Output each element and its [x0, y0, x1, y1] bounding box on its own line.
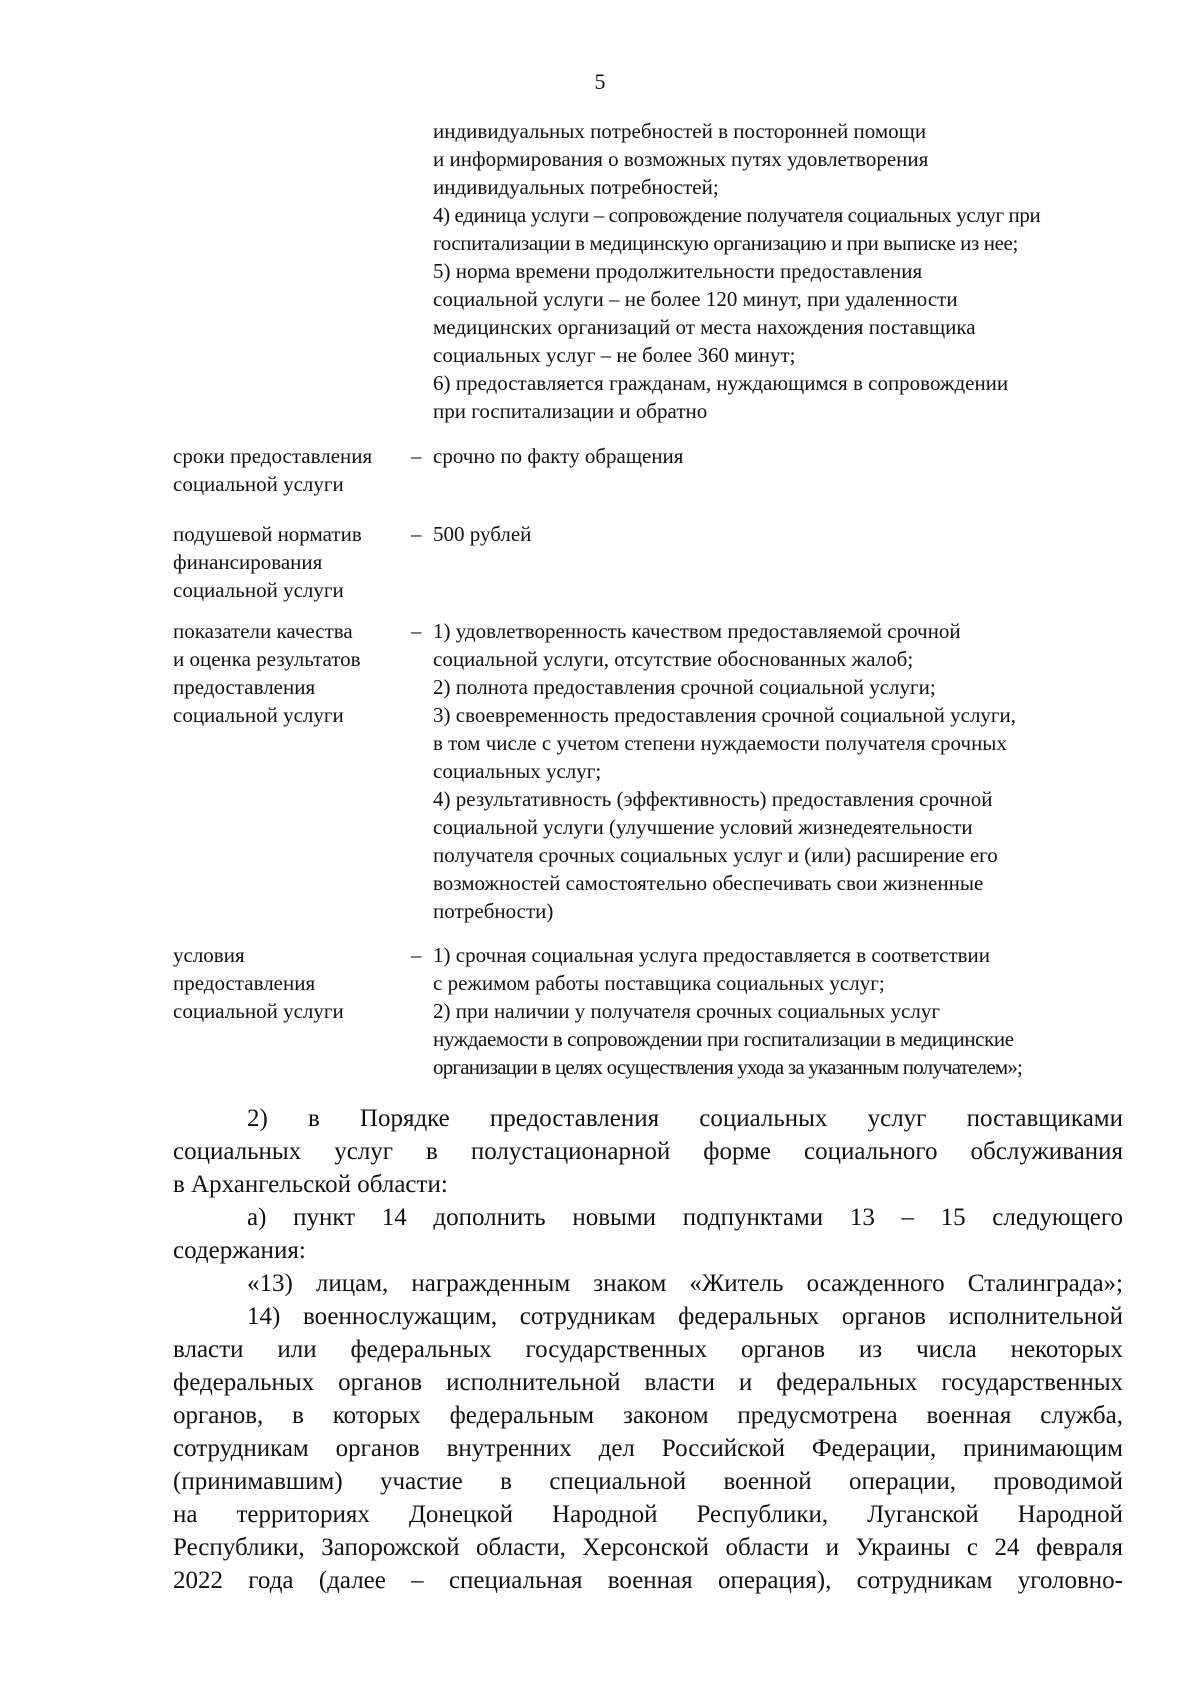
value-line: социальных услуг;	[433, 759, 602, 783]
label-line: сроки предоставления	[173, 444, 373, 468]
row-value	[433, 617, 1133, 925]
text-line: индивидуальных потребностей в посторонней помощи	[433, 119, 927, 143]
text-line: госпитализации в медицинскую организацию и при выписке из нее;	[433, 231, 1018, 255]
value-line: нуждаемости в сопровождении при госпитализации в медицинские	[433, 1027, 1014, 1051]
label-line: предоставления	[173, 675, 316, 699]
value-line: возможностей самостоятельно обеспечивать свои жизненные	[433, 871, 984, 895]
value-line: 1) срочная социальная услуга предоставляется в соответствии	[433, 943, 991, 967]
row-label	[173, 941, 403, 1025]
row-value	[433, 442, 1133, 470]
text-line: 6) предоставляется гражданам, нуждающимся в сопровождении	[433, 371, 1009, 395]
value-line: социальной услуги (улучшение условий жизнедеятельности	[433, 815, 973, 839]
row-value	[433, 520, 1133, 548]
value-line: организации в целях осуществления ухода за указанным получателем»;	[433, 1055, 1023, 1079]
label-line: финансирования	[173, 550, 323, 574]
row-dash: –	[411, 444, 422, 468]
body-text	[173, 1102, 1123, 1597]
value-line: социальной услуги, отсутствие обоснованных жалоб;	[433, 647, 914, 671]
paragraph-line: в Архангельской области:	[173, 1171, 448, 1198]
paragraph-line: сотрудникам органов внутренних дел Российской Федерации, принимающим	[173, 1435, 1123, 1462]
text-line: индивидуальных потребностей;	[433, 175, 719, 199]
row-label	[173, 617, 403, 729]
label-line: подушевой норматив	[173, 522, 362, 546]
label-line: показатели качества	[173, 619, 353, 643]
text-line: при госпитализации и обратно	[433, 399, 708, 423]
text-line: социальной услуги – не более 120 минут, при удаленности	[433, 287, 958, 311]
page-number: 5	[594, 69, 606, 94]
paragraph-line: органов, в которых федеральным законом предусмотрена военная служба,	[173, 1402, 1123, 1429]
value-line: срочно по факту обращения	[433, 444, 684, 468]
value-line: 2) при наличии у получателя срочных социальных услуг	[433, 999, 940, 1023]
paragraph-line: на территориях Донецкой Народной Республики, Луганской Народной	[173, 1501, 1123, 1528]
row-dash: –	[411, 943, 422, 967]
paragraph-line: «13) лицам, награжденным знаком «Житель осажденного Сталинграда»;	[247, 1270, 1123, 1297]
paragraph-line: федеральных органов исполнительной власти и федеральных государственных	[173, 1369, 1123, 1396]
text-line: и информирования о возможных путях удовлетворения	[433, 147, 929, 171]
label-line: социальной услуги	[173, 999, 344, 1023]
value-line: получателя срочных социальных услуг и (или) расширение его	[433, 843, 998, 867]
value-line: 1) удовлетворенность качеством предоставляемой срочной	[433, 619, 961, 643]
value-line: 500 рублей	[433, 522, 532, 546]
text-line: медицинских организаций от места нахождения поставщика	[433, 315, 976, 339]
paragraph-line: власти или федеральных государственных органов из числа некоторых	[173, 1336, 1123, 1363]
row-label	[173, 442, 403, 498]
value-line: 3) своевременность предоставления срочной социальной услуги,	[433, 703, 1017, 727]
row-label	[173, 520, 403, 604]
paragraph-line: (принимавшим) участие в специальной военной операции, проводимой	[173, 1468, 1123, 1495]
continuation-block	[433, 117, 1123, 425]
value-line: 2) полнота предоставления срочной социальной услуги;	[433, 675, 936, 699]
label-line: социальной услуги	[173, 578, 344, 602]
paragraph-line: 2) в Порядке предоставления социальных услуг поставщиками	[247, 1105, 1123, 1132]
text-line: социальных услуг – не более 360 минут;	[433, 343, 796, 367]
paragraph-line: Республики, Запорожской области, Херсонской области и Украины с 24 февраля	[173, 1534, 1123, 1561]
paragraph-line: а) пункт 14 дополнить новыми подпунктами 13 – 15 следующего	[247, 1204, 1123, 1231]
row-value	[433, 941, 1133, 1081]
label-line: социальной услуги	[173, 703, 344, 727]
text-line: 4) единица услуги – сопровождение получателя социальных услуг при	[433, 203, 1041, 227]
value-line: в том числе с учетом степени нуждаемости получателя срочных	[433, 731, 1007, 755]
value-line: с режимом работы поставщика социальных услуг;	[433, 971, 885, 995]
value-line: потребности)	[433, 899, 554, 923]
label-line: условия	[173, 943, 245, 967]
text-line: 5) норма времени продолжительности предоставления	[433, 259, 923, 283]
row-dash: –	[411, 522, 422, 546]
label-line: и оценка результатов	[173, 647, 361, 671]
paragraph-line: 2022 года (далее – специальная военная операция), сотрудникам уголовно-	[173, 1567, 1123, 1594]
label-line: социальной услуги	[173, 472, 344, 496]
value-line: 4) результативность (эффективность) предоставления срочной	[433, 787, 993, 811]
paragraph-line: социальных услуг в полустационарной форме социального обслуживания	[173, 1138, 1123, 1165]
label-line: предоставления	[173, 971, 316, 995]
paragraph-line: 14) военнослужащим, сотрудникам федеральных органов исполнительной	[247, 1303, 1123, 1330]
row-dash: –	[411, 619, 422, 643]
paragraph-line: содержания:	[173, 1237, 306, 1264]
